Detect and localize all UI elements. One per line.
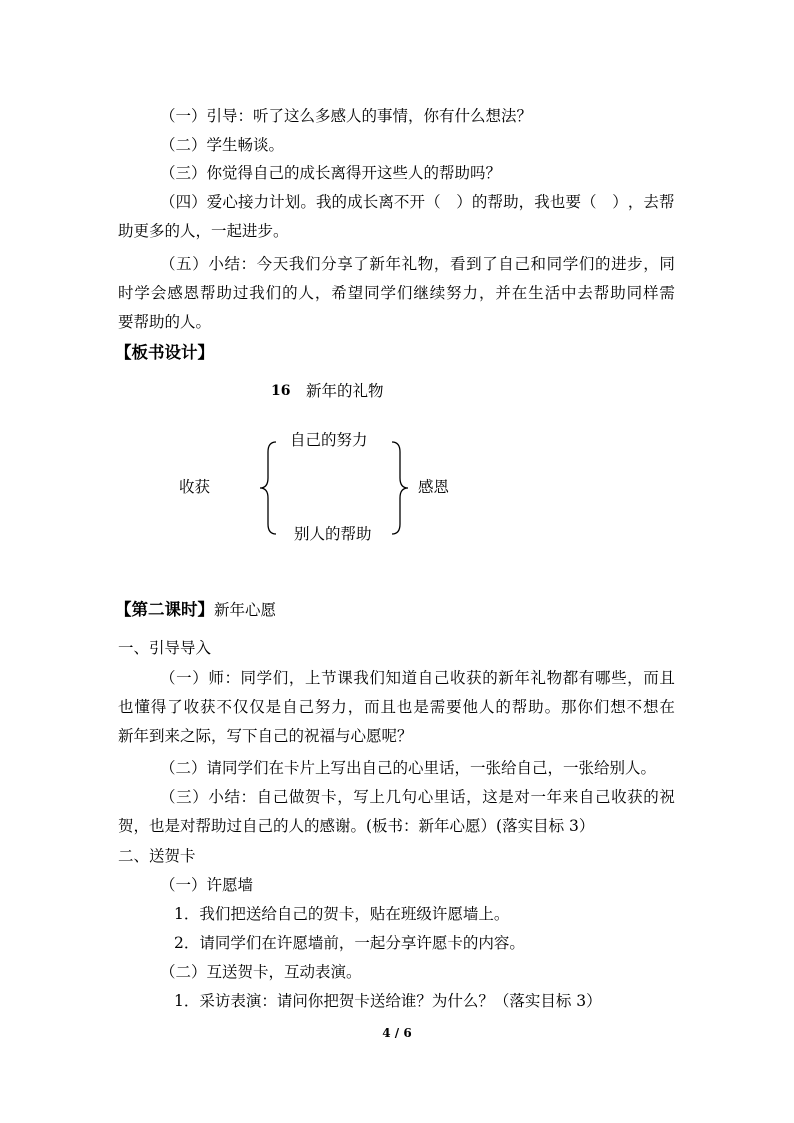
paragraph-5-line-3: 要帮助的人。 [118,313,212,331]
lesson2-heading-bold: 【第二课时】 [115,600,214,619]
board-bottom-item: 别人的帮助 [294,525,372,543]
paragraph-4-line-2: 助更多的人，一起进步。 [118,222,289,240]
paragraph-1: （一）引导：听了这么多感人的事情，你有什么想法？ [160,107,533,125]
board-title-number: 16 [271,383,291,399]
paragraph-5-line-2: 时 学 会 感 恩 帮 助 过 我 们 的 人 ， 希 望 同 学 们 继 续 努 力 ， 并 在 生 活 中 去 帮 助 同 样 需 [118,284,675,302]
section-1-p2: （二）请同学们在卡片上写出自己的心里话，一张给自己，一张给别人。 [160,759,657,777]
section-1-p3-line-2: 贺，也是对帮助过自己的人的感谢。(板书：新年心愿）(落实目标 3） [118,817,595,835]
section-1-p1-line-3: 新年到来之际，写下自己的祝福与心愿呢？ [118,727,413,745]
paragraph-2: （二）学生畅谈。 [160,136,285,154]
section-2-item-2: 2．请同学们在许愿墙前，一起分享许愿卡的内容。 [174,934,525,952]
section-2-sub-2: （二）互送贺卡，互动表演。 [160,963,362,981]
board-title: 新年的礼物 [306,382,384,400]
board-left-label: 收获 [179,478,211,496]
section-2-item-3: 1．采访表演：请问你把贺卡送给谁？为什么？（落实目标 3） [174,992,602,1010]
section-2-sub-1: （一）许愿墙 [160,876,254,894]
lesson2-heading [115,600,276,620]
board-right-label: 感恩 [418,478,450,496]
board-design-heading: 【板书设计】 [115,343,214,362]
section-1-p3-line-1: （ 三 ） 小 结 ： 自 己 做 贺 卡 ， 写 上 几 句 心 里 话 ， 这 是 对 一 年 来 自 己 收 获 的 祝 [160,788,675,806]
board-top-item: 自己的努力 [290,431,368,449]
right-brace-icon [388,440,412,536]
section-2-item-1: 1．我们把送给自己的贺卡，贴在班级许愿墙上。 [174,905,510,923]
paragraph-3: （三）你觉得自己的成长离得开这些人的帮助吗？ [160,164,502,182]
section-1-p1-line-2: 也 懂 得 了 收 获 不 仅 仅 是 自 己 努 力 ， 而 且 也 是 需 要 他 人 的 帮 助 。 那 你 们 想 不 想 在 [118,698,675,716]
paragraph-4-line-1: （ 四 ） 爱 心 接 力 计 划 。 我 的 成 长 离 不 开 （ ） 的 帮 助 ， 我 也 要 （ ） ， 去 帮 [160,193,675,211]
lesson2-heading-title: 新年心愿 [214,601,277,619]
page-number: 4 / 6 [382,1026,412,1040]
section-1-p1-line-1: （ 一 ） 师 ： 同 学 们 ， 上 节 课 我 们 知 道 自 己 收 获 的 新 年 礼 物 都 有 哪 些 ， 而 且 [160,669,675,687]
section-1-title: 一、引导导入 [118,639,212,657]
section-2-title: 二、送贺卡 [118,847,196,865]
left-brace-icon [256,440,280,536]
paragraph-5-line-1: （ 五 ） 小 结 ： 今 天 我 们 分 享 了 新 年 礼 物 ， 看 到 了 自 己 和 同 学 们 的 进 步 ， 同 [160,255,675,273]
